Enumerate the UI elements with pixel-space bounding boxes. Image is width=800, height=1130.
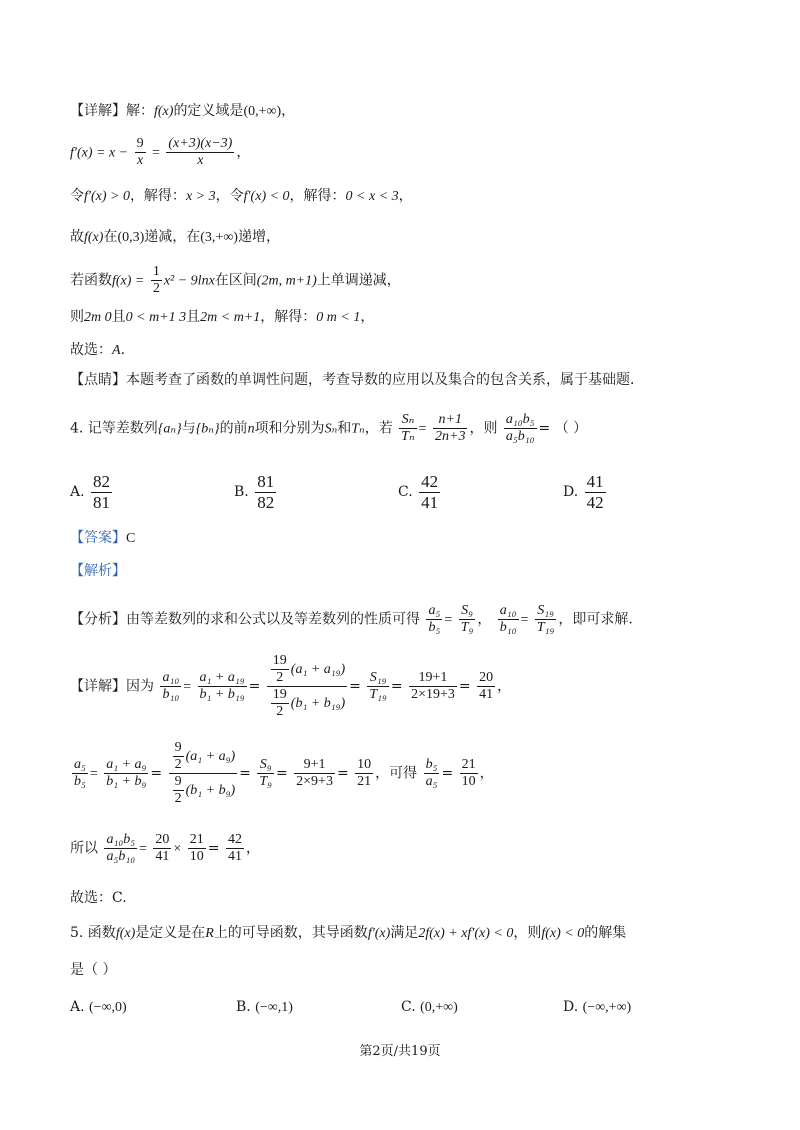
fraction (271, 653, 289, 686)
fraction (504, 412, 537, 445)
option-value: (−∞,0) (89, 1000, 127, 1015)
denominator: Tₙ (401, 429, 415, 445)
text: 若函数 (70, 272, 112, 289)
text: 5. 函数 (70, 925, 116, 941)
numerator: 20 (153, 832, 171, 849)
numerator: (x+3)(x−3) (166, 136, 234, 153)
detail-eq-2: $\frac{\text{a₅}}{\text{b₅}}$ = $\frac{\text{a₁ + a₉}}{\text{b₁ + b₉}}$ = $\frac{9}{2}$ (a₁ + a₉) $\frac{9}{2}$ (b₁ + b₉) = $\frac{\text{S₉}}{\text{T₉}}$ = $\frac{9+1}{2\times 9+3}$ = $\frac{10}{21}$ ，可得 $\frac{\text{b₅}}{\text{a₅}}$ = $\frac{21}{10}$ ， (74, 740, 494, 807)
math: 2m < m+1 (200, 310, 261, 325)
denominator: 2 (152, 281, 160, 297)
text: ， (360, 309, 375, 325)
numerator: 9 (135, 136, 146, 153)
denominator: 2×19+3 (411, 687, 455, 703)
math: × (173, 841, 182, 857)
math: Tₙ (351, 421, 365, 437)
numerator: 19 (271, 653, 289, 670)
text: 【详解】因为 (70, 678, 154, 695)
text: 的前 (219, 420, 248, 437)
fraction (294, 757, 335, 790)
math: (0,+∞) (243, 104, 282, 119)
denominator: 81 (93, 492, 111, 512)
q5-option-d (563, 999, 631, 1016)
question-4 (70, 412, 587, 445)
fraction (135, 136, 146, 169)
fraction (188, 832, 206, 865)
numerator: 9+1 (294, 757, 335, 774)
math: f′(x) > 0 (84, 189, 130, 204)
math: = (444, 612, 453, 628)
numerator: a₅ (426, 603, 442, 620)
option-a (70, 472, 114, 512)
text: ，令 (215, 188, 244, 204)
math: 0 < m+1 3 (125, 310, 187, 325)
numerator: b₅ (424, 757, 440, 774)
numerator (267, 653, 347, 687)
fraction (409, 670, 457, 703)
denominator: x (136, 153, 144, 169)
fraction (460, 757, 478, 790)
fraction (419, 472, 440, 512)
numerator: 42 (421, 472, 439, 491)
denominator: T₁₉ (369, 687, 387, 703)
math: f(x) = (112, 273, 145, 289)
fraction (72, 757, 88, 790)
text: ，解得： (260, 309, 317, 325)
numerator: a₁₀ (498, 603, 519, 620)
text: ， (477, 611, 492, 628)
numerator: a₁₀b₅ (104, 832, 137, 849)
analysis-line (70, 603, 633, 636)
text: ，解得： (129, 188, 186, 204)
option-label: A. (70, 484, 85, 501)
text: 4. 记等差数列 (70, 420, 158, 437)
numerator: 1 (151, 264, 162, 281)
option-label: A. (70, 999, 85, 1015)
fraction (426, 603, 442, 636)
page-footer: 第2页/共19页 (359, 1044, 441, 1059)
option-d (563, 472, 608, 512)
fraction (355, 757, 373, 790)
fraction (271, 687, 289, 720)
q5-option-b (236, 999, 293, 1016)
math: f(x) < 0 (541, 926, 585, 941)
monotonic-line (70, 230, 280, 245)
text: 是定义是在 (135, 925, 206, 941)
fraction (166, 136, 234, 169)
question-5 (70, 926, 626, 941)
denominator (267, 687, 347, 720)
text: 令 (70, 188, 84, 204)
numerator: 41 (586, 472, 604, 491)
detail-eq-1: 【详解】因为 $\frac{\text{a₁₀}}{\text{b₁₀}}$ = $\frac{\text{a₁ + a₁₉}}{\text{b₁ + b₁₉}}$ = $\frac{19}{2}$ (a₁ + a₁₉) $\frac{19}{2}$ (b₁ + b₁₉) = $\frac{\text{S₁₉}}{\text{T₁₉}}$ = $\frac{19+1}{2\times 19+3}$ = $\frac{20}{41}$ ， (70, 653, 512, 720)
section-label: 【详解】解： (70, 103, 154, 119)
numerator: S₁₉ (535, 603, 557, 620)
denominator: T₉ (460, 620, 474, 636)
math: 2f(x) + xf′(x) < 0 (418, 926, 514, 941)
math: x² − 9lnx (163, 273, 215, 289)
text: 且 (186, 309, 201, 325)
text: ， (497, 678, 512, 695)
math: (b₁ + b₁₉) (290, 696, 346, 711)
numerator: a₁ + a₉ (104, 757, 148, 774)
text: 项和分别为 (254, 420, 325, 437)
text: 且 (111, 309, 126, 325)
denominator: T₉ (259, 774, 272, 790)
math: f(x) (154, 104, 174, 119)
math: = (520, 612, 529, 628)
denominator: 2n+3 (435, 429, 466, 445)
text: 的定义域是 (173, 103, 244, 119)
fraction (433, 412, 467, 445)
text: 递减，在 (144, 229, 201, 245)
numerator: S₉ (459, 603, 476, 620)
condition-line (70, 310, 374, 325)
q5-option-c (401, 999, 458, 1016)
text: ， (245, 840, 260, 857)
math: Sₙ (324, 421, 338, 437)
nested-fraction (267, 653, 347, 720)
fraction (151, 264, 162, 297)
text: 在区间 (214, 272, 257, 289)
fraction (153, 832, 171, 865)
math: f(x) (84, 230, 104, 245)
math: 0 < x < 3 (345, 189, 399, 204)
derivative-line (70, 136, 250, 169)
solve-line (70, 189, 413, 204)
math: = (152, 145, 160, 161)
text: 递增， (237, 229, 280, 245)
option-label: D. (563, 484, 579, 501)
fraction (173, 740, 184, 773)
numerator: n+1 (433, 412, 467, 429)
math: f′(x) (367, 926, 391, 941)
math: f′(x) < 0 (243, 189, 290, 204)
option-label: C. (398, 484, 413, 501)
text: 与 (181, 420, 196, 437)
numerator: 82 (93, 472, 111, 491)
fraction (535, 603, 557, 636)
numerator: 19+1 (409, 670, 457, 687)
option-label: B. (234, 484, 249, 501)
fraction (459, 603, 476, 636)
fraction (367, 670, 389, 703)
denominator: 2×9+3 (296, 774, 333, 790)
math: f′(x) = x − (70, 145, 129, 161)
text: 则 (70, 309, 84, 325)
text: ， (281, 103, 296, 119)
option-value: (−∞,1) (255, 1000, 293, 1015)
fraction (173, 774, 184, 807)
fraction (257, 757, 274, 790)
numerator: S₉ (257, 757, 274, 774)
numerator: S₁₉ (367, 670, 389, 687)
text: = （ ） (538, 420, 588, 437)
denominator: 41 (227, 849, 242, 865)
denominator: 41 (421, 492, 439, 512)
denominator: 10 (461, 774, 476, 790)
math: = (89, 766, 98, 782)
fraction (160, 670, 181, 703)
numerator: 42 (226, 832, 244, 849)
denominator: a₅ (425, 774, 438, 790)
text: 在 (103, 229, 118, 245)
math: f(x) (115, 926, 136, 941)
denominator: 41 (155, 849, 170, 865)
q5-option-a (70, 999, 127, 1016)
text: ， (398, 188, 413, 204)
denominator: b₁₀ (162, 687, 180, 703)
math: R (205, 926, 214, 941)
text: ，则 (513, 925, 542, 941)
math: {aₙ} (157, 421, 182, 437)
numerator: 21 (460, 757, 478, 774)
math: (b₁ + b₉) (185, 783, 236, 798)
text: ． (120, 342, 135, 358)
text: ，即可求解. (558, 611, 633, 628)
analysis-label: 【解析】 (70, 563, 126, 579)
fraction (399, 412, 416, 445)
text: ，可得 (375, 765, 418, 782)
numerator (169, 740, 238, 774)
numerator: 10 (355, 757, 373, 774)
math: (3,+∞) (200, 230, 238, 245)
detail-eq-3: 所以 $\frac{\text{a₁₀b₅}}{\text{a₅b₁₀}}$ = $\frac{20}{41}$ × $\frac{21}{10}$ = $\frac{42}{41}$ ， (70, 832, 260, 865)
fraction (498, 603, 519, 636)
text: ，若 (364, 420, 393, 437)
answer-line (70, 531, 135, 546)
denominator: 2 (174, 791, 182, 807)
denominator: 21 (357, 774, 372, 790)
denominator: 41 (479, 687, 494, 703)
question-5-cont: 是（ ） (70, 962, 117, 978)
option-label: B. (236, 999, 251, 1015)
denominator: a₅b₁₀ (106, 849, 136, 865)
fraction (104, 757, 148, 790)
text: 故 (70, 229, 84, 245)
numerator: 81 (257, 472, 275, 491)
math: = (139, 841, 147, 857)
denominator: 42 (586, 492, 604, 512)
math: = (418, 421, 427, 437)
denominator: T₁₉ (536, 620, 555, 636)
numerator: 9 (173, 774, 184, 791)
fraction (104, 832, 137, 865)
option-c (398, 472, 442, 512)
option-value: (−∞,+∞) (582, 1000, 632, 1015)
text: 的解集 (584, 925, 627, 941)
math: 2m 0 (84, 310, 112, 325)
denominator: b₁ + b₁₉ (199, 687, 245, 703)
numerator: a₁₀ (160, 670, 181, 687)
detail-line-1 (70, 104, 295, 119)
fraction (198, 670, 247, 703)
math: (0,3) (117, 230, 145, 245)
function-line (70, 264, 401, 297)
text: 所以 (70, 840, 98, 857)
option-b (234, 472, 278, 512)
fraction (255, 472, 276, 512)
denominator: 2 (174, 757, 182, 773)
choice-line (70, 343, 135, 358)
text: 和 (337, 420, 352, 437)
text: 上单调递减， (316, 272, 401, 289)
text: ，解得： (289, 188, 346, 204)
numerator: 19 (271, 687, 289, 704)
denominator: 2 (276, 670, 284, 686)
fraction (424, 757, 440, 790)
math: = (183, 679, 192, 695)
option-label: C. (401, 999, 416, 1015)
math: 0 m < 1 (316, 310, 361, 325)
option-label: D. (563, 999, 579, 1015)
denominator: 2 (276, 704, 284, 720)
text: 上的可导函数，其导函数 (213, 925, 368, 941)
fraction (477, 670, 495, 703)
denominator: a₅b₁₀ (505, 429, 535, 445)
numerator: Sₙ (399, 412, 416, 429)
detail-choice: 故选：C. (70, 890, 127, 906)
numerator: 20 (477, 670, 495, 687)
math: n (247, 421, 255, 437)
nested-fraction (169, 740, 238, 807)
text: ，则 (469, 420, 498, 437)
text: 故选： (70, 342, 112, 358)
answer-label: 【答案】 (70, 530, 126, 546)
fraction (585, 472, 606, 512)
math: A (112, 343, 121, 358)
denominator (169, 774, 238, 807)
math: (2m, m+1) (256, 273, 317, 289)
answer-value: C (126, 531, 136, 546)
denominator: 10 (189, 849, 204, 865)
denominator: b₅ (74, 774, 86, 790)
fraction (91, 472, 112, 512)
text: 【分析】由等差数列的求和公式以及等差数列的性质可得 (70, 611, 420, 628)
fraction (226, 832, 244, 865)
text: 满足 (390, 925, 419, 941)
numerator: 21 (188, 832, 206, 849)
math: (a₁ + a₁₉) (290, 661, 346, 677)
denominator: b₁₀ (499, 620, 517, 636)
numerator: a₅ (72, 757, 88, 774)
remark-line: 【点睛】本题考查了函数的单调性问题，考查导数的应用以及集合的包含关系，属于基础题． (70, 372, 644, 388)
math: (a₁ + a₉) (185, 748, 236, 764)
math: {bₙ} (195, 421, 220, 437)
denominator: b₅ (428, 620, 441, 636)
numerator: 9 (173, 740, 184, 757)
option-value: (0,+∞) (420, 1000, 458, 1015)
math: x > 3 (185, 189, 216, 204)
numerator: a₁₀b₅ (504, 412, 537, 429)
text: ， (236, 144, 251, 161)
text: ， (479, 765, 494, 782)
denominator: b₁ + b₉ (106, 774, 147, 790)
denominator: x (197, 153, 204, 169)
numerator: a₁ + a₁₉ (198, 670, 247, 687)
denominator: 82 (257, 492, 275, 512)
